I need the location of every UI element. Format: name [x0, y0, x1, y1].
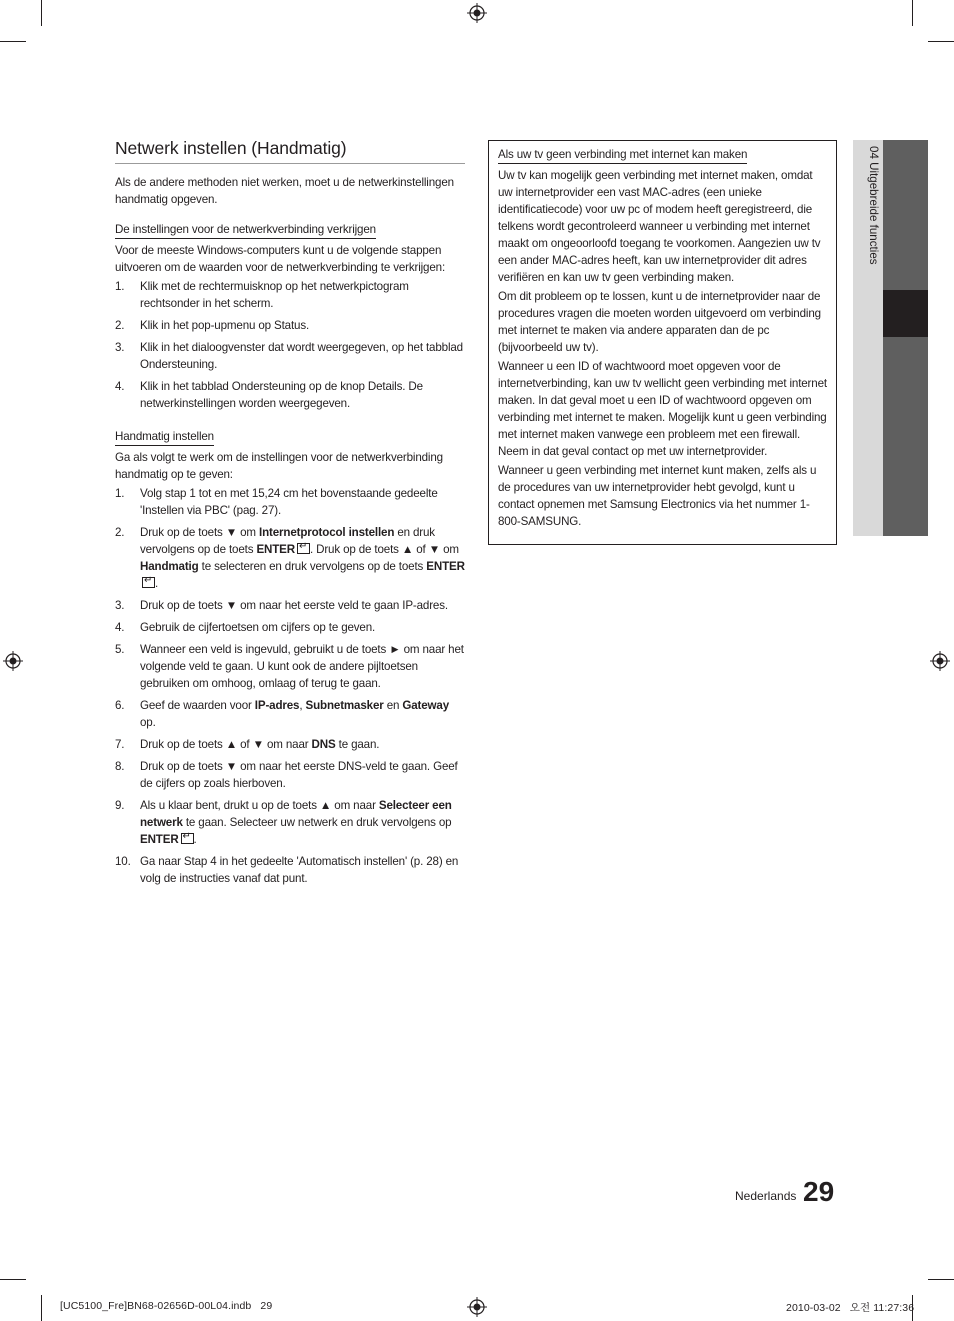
main-column: [115, 138, 465, 887]
footer-language: Nederlands: [735, 1189, 797, 1203]
chapter-tab-band: [883, 140, 928, 536]
obtain-heading: De instellingen voor de netwerkverbinding verkrijgen: [115, 221, 376, 239]
crop-mark: [0, 1279, 26, 1280]
list-item: 4. Klik in het tabblad Ondersteuning op de knop Details. De netwerkinstellingen worden weergegeven.: [115, 380, 423, 410]
note-heading: Als uw tv geen verbinding met internet kan maken: [498, 146, 747, 164]
list-item: 9. Als u klaar bent, drukt u op de toets ▲ om naar Selecteer een netwerk te gaan. Selecteer uw netwerk en druk vervolgens op ENTER↵ .: [115, 797, 465, 848]
list-item: 10. Ga naar Stap 4 in het gedeelte 'Automatisch instellen' (p. 28) en volg de instructies vanaf dat punt.: [115, 855, 459, 885]
list-item: 2. Klik in het pop-upmenu op Status.: [115, 319, 310, 332]
chapter-tab-label: 04 Uitgebreide functies: [867, 146, 880, 265]
crop-mark: [0, 41, 26, 42]
enter-key-icon: [142, 577, 155, 588]
registration-mark-icon: [3, 651, 23, 671]
list-item: 4. Gebruik de cijfertoetsen om cijfers op te geven.: [115, 621, 376, 634]
list-item: 8. Druk op de toets ▼ om naar het eerste DNS-veld te gaan. Geef de cijfers op zoals hierboven.: [115, 760, 458, 790]
registration-mark-icon: [467, 3, 487, 23]
obtain-intro: Voor de meeste Windows-computers kunt u de volgende stappen uitvoeren om de waarden voor de netwerkverbinding te verkrijgen:: [115, 244, 446, 274]
crop-mark: [41, 0, 42, 26]
enter-key-icon: [297, 543, 310, 554]
enter-key-icon: [181, 833, 194, 844]
list-item: 3. Druk op de toets ▼ om naar het eerste veld te gaan IP-adres.: [115, 599, 448, 612]
chapter-tab-marker: [883, 290, 928, 337]
footer-timestamp: 2010-03-02 오전 11:27:36: [786, 1302, 915, 1314]
crop-mark: [928, 41, 954, 42]
list-item: 6. Geef de waarden voor IP-adres, Subnetmasker en Gateway op.: [115, 699, 450, 729]
registration-mark-icon: [467, 1297, 487, 1317]
note-paragraph: Om dit probleem op te lossen, kunt u de internetprovider naar de procedures vragen die moeten worden uitgevoerd om verbinding met internet te maken via andere apparaten dan de pc (bijvoorbeeld uw tv).: [498, 290, 821, 354]
crop-mark: [912, 0, 913, 26]
manual-steps: [115, 485, 465, 887]
crop-mark: [928, 1279, 954, 1280]
list-item: 1. Volg stap 1 tot en met 15,24 cm het bovenstaande gedeelte 'Instellen via PBC' (pag. 27).: [115, 487, 438, 517]
manual-heading: Handmatig instellen: [115, 428, 214, 446]
registration-mark-icon: [930, 651, 950, 671]
section-intro: Als de andere methoden niet werken, moet u de netwerkinstellingen handmatig opgeven.: [115, 176, 454, 206]
page-number: 29: [803, 1176, 835, 1207]
list-item: 5. Wanneer een veld is ingevuld, gebruikt u de toets ► om naar het volgende veld te gaan. U kunt ook de andere pijltoetsen gebruiken om omhoog, omlaag of terug te gaan.: [115, 643, 464, 690]
list-item: 3. Klik in het dialoogvenster dat wordt weergegeven, op het tabblad Ondersteuning.: [115, 341, 463, 371]
list-item: 1. Klik met de rechtermuisknop op het netwerkpictogram rechtsonder in het scherm.: [115, 280, 409, 310]
crop-mark: [41, 1295, 42, 1321]
note-box: [488, 140, 837, 545]
footer-file-name: [UC5100_Fre]BN68-02656D-00L04.indb 29: [60, 1300, 273, 1312]
list-item: 2. Druk op de toets ▼ om Internetprotocol instellen en druk vervolgens op de toets ENTER↵ . Druk op de toets ▲ of ▼ om Handmatig te selecteren en druk vervolgens op de toets ENTER↵.: [115, 524, 465, 592]
list-item: 7. Druk op de toets ▲ of ▼ om naar DNS te gaan.: [115, 738, 380, 751]
manual-intro: Ga als volgt te werk om de instellingen voor de netwerkverbinding handmatig op te geven:: [115, 451, 443, 481]
note-paragraph: Uw tv kan mogelijk geen verbinding met internet maken, omdat uw internetprovider een vast MAC-adres (een unieke identificatiecode) voor uw pc of modem heeft geregistreerd, die telkens wordt gecontroleerd wanneer u verbinding met internet maakt om ongeoorloofd toegang te voorkomen. Aangezien uw tv een ander MAC-adres heeft, kan uw internetprovider dit adres verifiëren en kan uw tv geen verbinding maken.: [498, 169, 821, 284]
section-title: Netwerk instellen (Handmatig): [115, 138, 465, 164]
obtain-steps: [115, 278, 465, 412]
note-paragraph: Wanneer u geen verbinding met internet kunt maken, zelfs als u de procedures van uw internetprovider hebt gevolgd, kunt u contact opnemen met Samsung Electronics via het nummer 1-800-SAMSUNG.: [498, 464, 817, 528]
note-paragraph: Wanneer u een ID of wachtwoord moet opgeven voor de internetverbinding, kan uw tv wellicht geen verbinding met internet maken. In dat geval moet u een ID of wachtwoord opgeven om verbinding met internet te maken. Mogelijk kunt u geen verbinding met internet maken vanwege een probleem met een firewall. Neem in dat geval contact op met uw internetprovider.: [498, 360, 827, 458]
